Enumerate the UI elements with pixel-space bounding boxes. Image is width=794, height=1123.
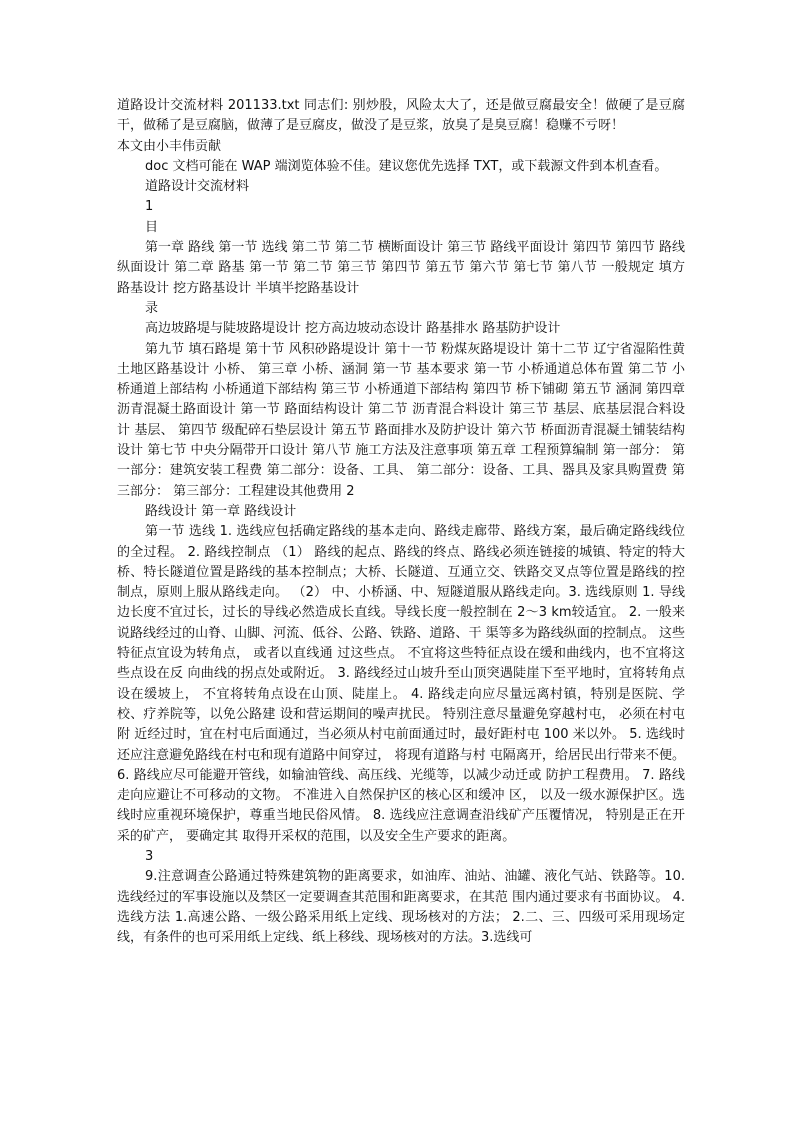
toc-subsections: 高边坡路堤与陡坡路堤设计 挖方高边坡动态设计 路基排水 路基防护设计: [145, 321, 561, 337]
toc-chapters-1-2: 第一章 路线 第一节 选线 第二节 第二节 横断面设计 第三节 路线平面设计 第四节 第四节 路线纵面设计 第二章 路基 第一节 第二节 第三节 第四节 第五节 第六节 第七节 第八节 一般规定 填方路基设计 挖方路基设计 半填半挖路基设计: [117, 240, 685, 296]
intro-paragraph: 道路设计交流材料 201133.txt 同志们: 别炒股，风险太大了，还是做豆腐最安全！做硬了是豆腐干，做稀了是豆腐脑，做薄了是豆腐皮，做没了是豆浆，放臭了是臭豆腐！稳赚不亏呀！: [117, 98, 685, 134]
toc-heading-part2: 录: [145, 300, 159, 316]
contributor-line: 本文由小丰伟贡献: [117, 138, 222, 154]
section-continuation: 9.注意调查公路通过特殊建筑物的距离要求，如油库、油站、油罐、液化气站、铁路等。10.选线经过的军事设施以及禁区一定要调查其范围和距离要求，在其范 围内通过要求有书面协议。 4. 选线方法 1.高速公路、一级公路采用纸上定线、现场核对的方法； 2.二、三、四级可采用现场定线，有条件的也可采用纸上定线、纸上移线、现场核对的方法。3.选线可: [117, 869, 685, 946]
toc-heading-part1: 目: [145, 219, 159, 235]
toc-chapters-3-5: 第九节 填石路堤 第十节 风积砂路堤设计 第十一节 粉煤灰路堤设计 第十二节 辽宁省湿陷性黄土地区路基设计 小桥、 第三章 小桥、涵洞 第一节 基本要求 第一节 小桥通道总体布置 第二节 小桥通道上部结构 小桥通道下部结构 第三节 小桥通道下部结构 第四节 桥下铺砌 第五节 涵洞 第四章 沥青混凝土路面设计 第一节 路面结构设计 第二节 沥青混合料设计 第三节 基层、底基层混合料设计 基层、 第四节 级配碎石垫层设计 第五节 路面排水及防护设计 第六节 桥面沥青混凝土铺装结构设计 第七节 中央分隔带开口设计 第八节 施工方法及注意事项 第五章 工程预算编制 第一部分： 第一部分：建筑安装工程费 第二部分：设备、工具、 第二部分：设备、工具、器具及家具购置费 第三部分： 第三部分：工程建设其他费用 2: [117, 341, 685, 499]
document-body: [117, 96, 685, 948]
wap-notice: doc 文档可能在 WAP 端浏览体验不佳。建议您优先选择 TXT，或下载源文件到本机查看。: [145, 158, 668, 174]
page-number: 1: [145, 199, 154, 215]
page-number: 3: [145, 848, 154, 864]
section-route-selection: 第一节 选线 1. 选线应包括确定路线的基本走向、路线走廊带、路线方案，最后确定路线线位的全过程。 2. 路线控制点 （1） 路线的起点、路线的终点、路线必须连链接的城镇、特定的特大桥、特长隧道位置是路线的基本控制点；大桥、长隧道、互通立交、铁路交叉点等位置是路线的控制点，原则上服从路线走向。 （2） 中、小桥涵、中、短隧道服从路线走向。3. 选线原则 1. 导线边长度不宜过长，过长的导线必然造成长直线。导线长度一般控制在 2～3 km较适宜。 2. 一般来说路线经过的山脊、山脚、河流、低谷、公路、铁路、道路、干 渠等多为路线纵面的控制点。 这些特征点宜设为转角点， 或者以直线通 过这些点。 不宜将这些特征点设在缓和曲线内，也不宜将这些点设在反 向曲线的拐点处或附近。 3. 路线经过山坡升至山顶突遇陡崖下至平地时，宜将转角点设在缓坡上， 不宜将转角点设在山顶、陡崖上。 4. 路线走向应尽量远离村镇，特别是医院、学校、疗养院等，以免公路建 设和营运期间的噪声扰民。 特别注意尽量避免穿越村屯， 必须在村屯附 近经过时，宜在村屯后面通过，当必须从村屯前面通过时，最好距村屯 100 米以外。 5. 选线时还应注意避免路线在村屯和现有道路中间穿过， 将现有道路与村 屯隔离开，给居民出行带来不便。6. 路线应尽可能避开管线，如输油管线、高压线、光缆等，以减少动迁或 防护工程费用。 7. 路线走向应避让不可移动的文物。 不准进入自然保护区的核心区和缓冲 区， 以及一级水源保护区。选线时应重视环境保护，尊重当地民俗风情。 8. 选线应注意调查沿线矿产压覆情况， 特别是正在开采的矿产， 要确定其 取得开采权的范围，以及安全生产要求的距离。: [117, 524, 685, 844]
document-title: 道路设计交流材料: [145, 179, 250, 195]
chapter-heading: 路线设计 第一章 路线设计: [145, 503, 297, 519]
